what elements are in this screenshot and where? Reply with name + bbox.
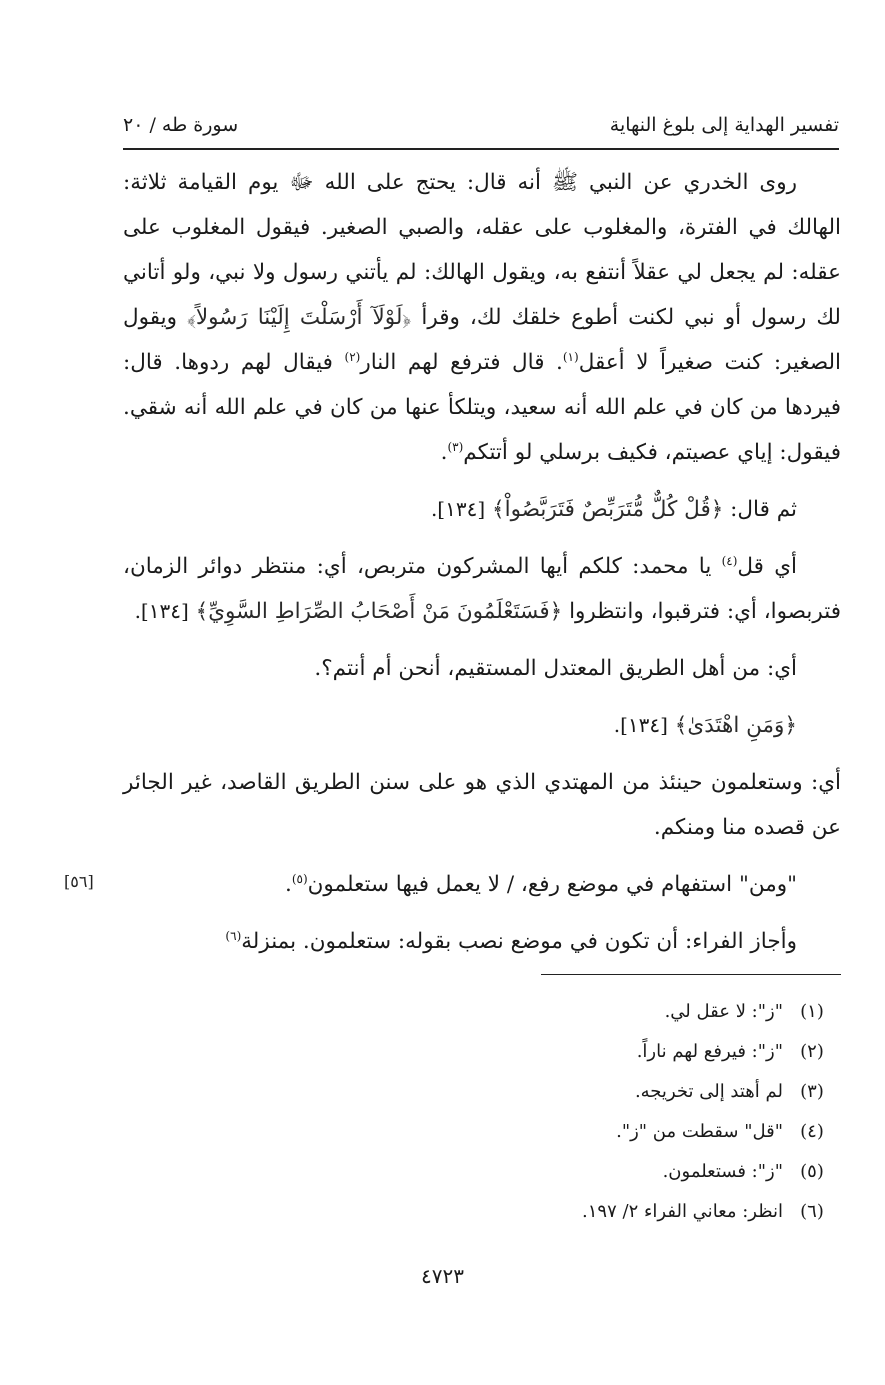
paragraph-commentary-1 xyxy=(123,544,841,634)
quran-verse: ﴿فَسَتَعْلَمُونَ مَنْ أَصْحَابُ الصِّرَاطِ السَّوِيِّ﴾ xyxy=(195,599,563,624)
verse-reference: [١٣٤]. xyxy=(613,713,668,737)
paragraph-commentary-3 xyxy=(123,760,841,850)
footnote-item xyxy=(300,1192,841,1232)
paragraph-verse-134a xyxy=(123,487,841,532)
footnote-text: "ز": فستعلمون. xyxy=(662,1161,783,1182)
text-segment: . قال فترفع لهم النار xyxy=(360,350,563,375)
footnote-item xyxy=(300,1152,841,1192)
footnote-marker: (٣) xyxy=(447,439,464,454)
running-header xyxy=(123,108,839,148)
text-segment: ويقول الصغير: كنت صغيراً لا أعقل xyxy=(123,305,841,375)
manuscript-page-ref: [٥٦] xyxy=(64,872,94,891)
text-segment: أي: من أهل الطريق المعتدل المستقيم، أنحن أم أنتم؟. xyxy=(314,656,797,681)
paragraph-grammar-1 xyxy=(123,862,841,907)
verse-reference: [١٣٤]. xyxy=(134,599,189,623)
footnote-marker: (٦) xyxy=(225,928,242,943)
text-segment: فيقال لهم ردوها. قال: فيردها من كان في علم الله أنه سعيد، ويتلكأ عنها من كان في علم الله أنه شقي. فيقول: إياي عصيتم، فكيف برسلي لو أتتكم xyxy=(123,350,841,465)
footnote-number: (٦) xyxy=(800,1201,824,1222)
text-segment: أي: وستعلمون حينئذ من المهتدي الذي هو على سنن الطريق القاصد، غير الجائر عن قصده منا ومنكم. xyxy=(123,770,841,840)
footnote-text: "ز": لا عقل لي. xyxy=(664,1001,783,1022)
page-number: ٤٧٢٣ xyxy=(421,1264,464,1288)
text-segment: أي قل xyxy=(737,554,797,579)
footnote-number: (٤) xyxy=(800,1121,824,1142)
footnote-text: لم أهتد إلى تخريجه. xyxy=(634,1081,783,1102)
text-segment: روى الخدري عن النبي ﷺ أنه قال: يحتج على الله ﷻ يوم القيامة ثلاثة: الهالك في الفترة، والمغلوب على عقله، والصبي الصغير. فيقول المغلوب على عقله: لم يجعل لي عقلاً أنتفع به، ويقول الهالك: لم يأتني رسول ولا نبي، ولو أتاني لك رسول أو نبي لكنت أطوع خلقك لك، وقرأ xyxy=(123,170,841,330)
footnote-number: (٥) xyxy=(800,1161,824,1182)
paragraph-verse-134b xyxy=(123,703,841,748)
footnote-marker: (٢) xyxy=(344,349,361,364)
footnote-item xyxy=(300,1072,841,1112)
footnote-number: (٢) xyxy=(800,1041,824,1062)
footnote-number: (١) xyxy=(800,1001,824,1022)
text-segment: ثم قال: xyxy=(730,497,797,522)
main-text xyxy=(123,160,841,976)
header-divider xyxy=(123,148,839,150)
footnote-marker: (١) xyxy=(562,349,579,364)
paragraph-grammar-2 xyxy=(123,919,841,964)
text-segment: يا محمد: كلكم أيها المشركون متربص، أي: منتظر دوائر الزمان، فتربصوا، أي: فترقبوا، وانتظروا xyxy=(123,554,841,624)
footnote-divider xyxy=(541,974,841,975)
footnote-text: انظر: معاني الفراء ٢/ ١٩٧. xyxy=(582,1201,783,1222)
text-segment: . xyxy=(284,872,292,897)
surah-label: سورة طه / ٢٠ xyxy=(123,114,239,136)
footnote-marker: (٤) xyxy=(721,553,738,568)
text-segment: . xyxy=(440,440,448,465)
book-title: تفسير الهداية إلى بلوغ النهاية xyxy=(609,114,839,136)
footnote-item xyxy=(300,1112,841,1152)
paragraph-hadith xyxy=(123,160,841,475)
footnote-item xyxy=(300,992,841,1032)
text-segment: وأجاز الفراء: أن تكون في موضع نصب بقوله: ستعلمون. بمنزلة xyxy=(241,929,797,954)
quran-verse: ﴿وَمَنِ اهْتَدَىٰ﴾ xyxy=(674,713,797,738)
paragraph-commentary-2 xyxy=(123,646,841,691)
quran-verse: ﴿لَوْلَآ أَرْسَلْتَ إِلَيْنَا رَسُولاً﴾ xyxy=(187,305,412,330)
footnote-number: (٣) xyxy=(800,1081,824,1102)
footnotes xyxy=(300,992,841,1232)
verse-reference: [١٣٤]. xyxy=(430,497,486,521)
text-segment: "ومن" استفهام في موضع رفع، / لا يعمل فيها ستعلمون xyxy=(307,872,797,897)
quran-verse: ﴿قُلْ كُلٌّ مُّتَرَبِّصٌ فَتَرَبَّصُواْ﴾ xyxy=(492,497,724,522)
footnote-text: "ز": فيرفع لهم ناراً. xyxy=(636,1041,783,1062)
footnote-marker: (٥) xyxy=(291,871,308,886)
footnote-item xyxy=(300,1032,841,1072)
footnote-text: "قل" سقطت من "ز". xyxy=(616,1121,783,1142)
